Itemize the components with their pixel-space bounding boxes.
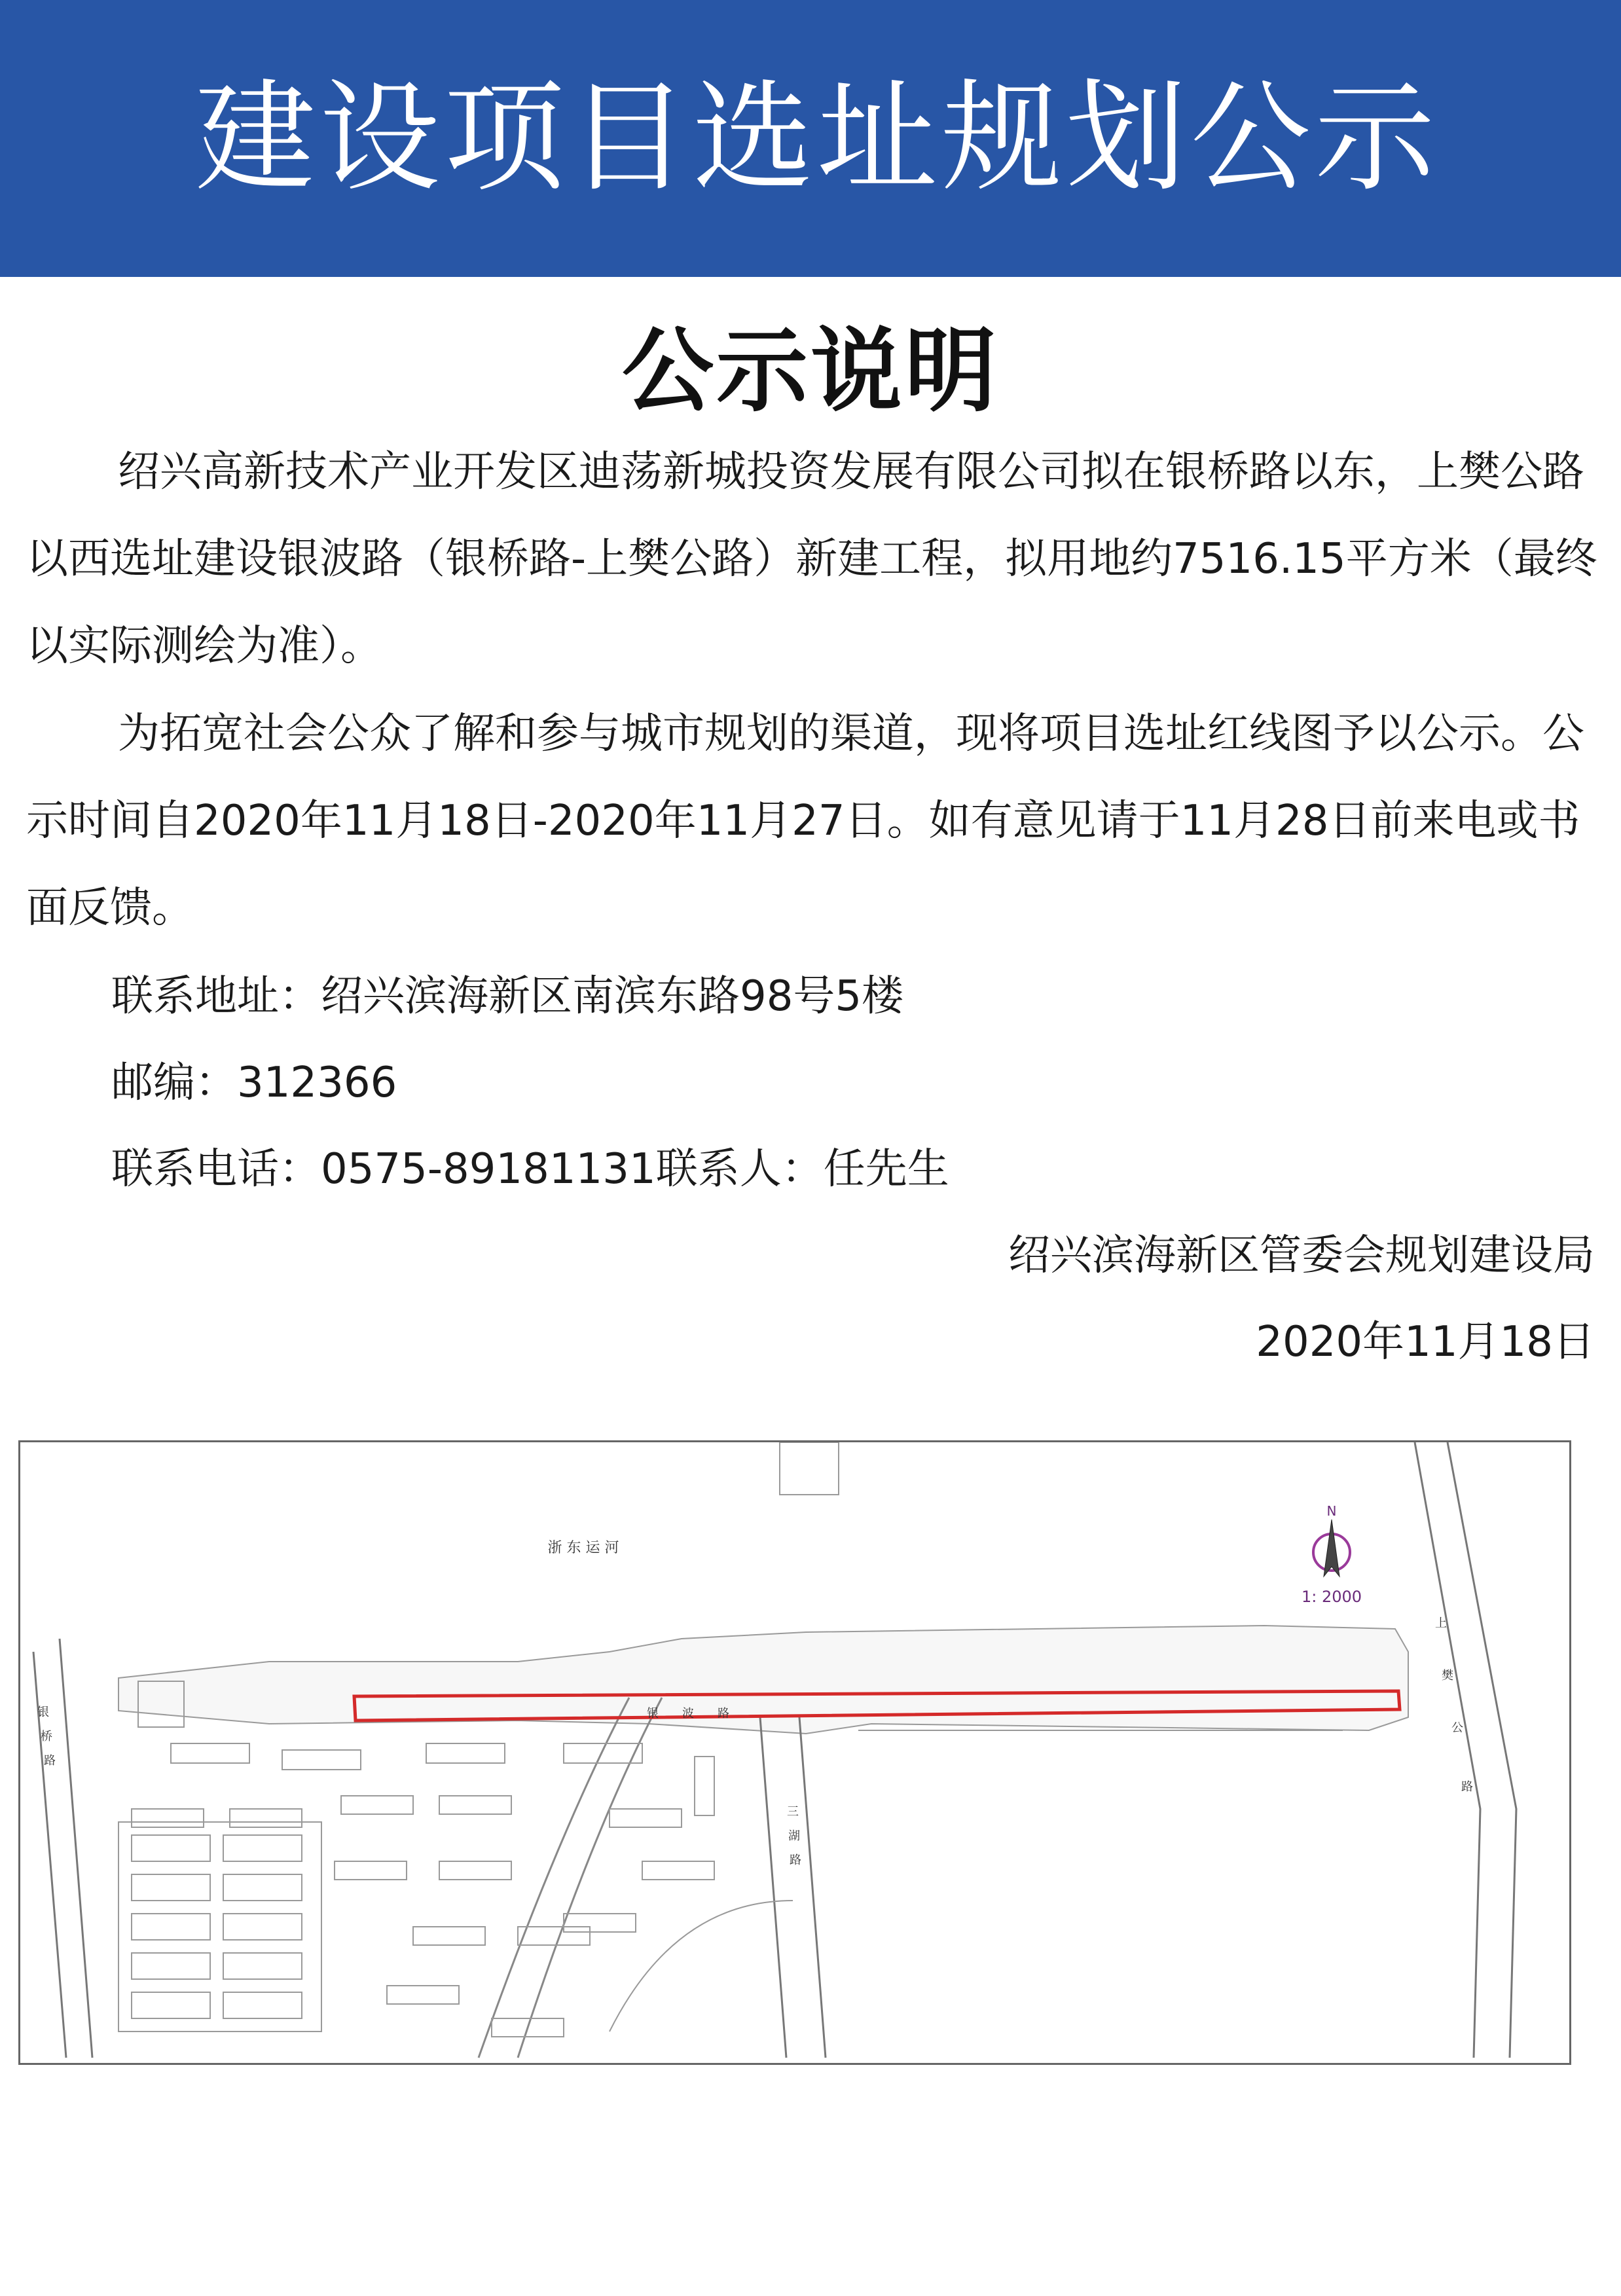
curved-road <box>518 1698 662 2058</box>
road-line <box>610 1901 793 2032</box>
svg-text:三: 三 <box>787 1805 799 1819</box>
issue-date: 2020年11月18日 <box>1256 1318 1595 1366</box>
shangfan-road-edge <box>1415 1442 1480 2058</box>
svg-text:樊: 樊 <box>1442 1669 1453 1683</box>
svg-text:路: 路 <box>1461 1780 1473 1794</box>
shangfan-road-edge <box>1448 1442 1516 2058</box>
contact-phone: 联系电话：0575-89181131联系人：任先生 <box>111 1145 949 1194</box>
yinqiao-road-label <box>37 1705 56 1768</box>
site-redline-map <box>18 1440 1571 2065</box>
river-label: 浙 东 运 河 <box>547 1540 619 1556</box>
contact-address: 联系地址：绍兴滨海新区南滨东路98号5楼 <box>111 972 904 1021</box>
notice-heading: 公示说明 <box>621 318 999 425</box>
issuer-signature: 绍兴滨海新区管委会规划建设局 <box>1008 1231 1595 1280</box>
sanhu-road-label <box>787 1805 801 1867</box>
yinqiao-road-edge <box>60 1639 92 2058</box>
north-arrow-icon <box>1313 1503 1350 1576</box>
scale-label: 1: 2000 <box>1301 1588 1362 1606</box>
shangfan-road-label <box>1435 1616 1473 1794</box>
svg-text:路: 路 <box>44 1754 56 1768</box>
page-title: 建设项目选址规划公示 <box>194 68 1439 208</box>
svg-text:上: 上 <box>1435 1616 1447 1630</box>
notice-paragraph-2: 为拓宽社会公众了解和参与城市规划的渠道，现将项目选址红线图予以公示。公示时间自2020年11月18日-2020年11月27日。如有意见请于11月28日前来电或书面反馈。 <box>26 710 1584 932</box>
sanhu-road-edge <box>760 1717 786 2058</box>
svg-text:路: 路 <box>790 1853 801 1867</box>
svg-text:银: 银 <box>37 1705 49 1719</box>
svg-text:桥: 桥 <box>41 1730 52 1743</box>
curved-road <box>479 1698 629 2058</box>
building-blocks <box>118 1442 839 2037</box>
sanhu-road-edge <box>799 1717 826 2058</box>
svg-text:湖: 湖 <box>788 1829 800 1843</box>
svg-text:公: 公 <box>1451 1721 1463 1735</box>
svg-text:N: N <box>1326 1503 1337 1519</box>
yinbo-road-label: 银 波 路 <box>647 1707 729 1721</box>
notice-paragraph-1: 绍兴高新技术产业开发区迪荡新城投资发展有限公司拟在银桥路以东，上樊公路以西选址建设银波路（银桥路-上樊公路）新建工程，拟用地约7516.15平方米（最终以实际测绘为准）。 <box>26 448 1597 670</box>
postcode: 邮编：312366 <box>111 1059 397 1107</box>
